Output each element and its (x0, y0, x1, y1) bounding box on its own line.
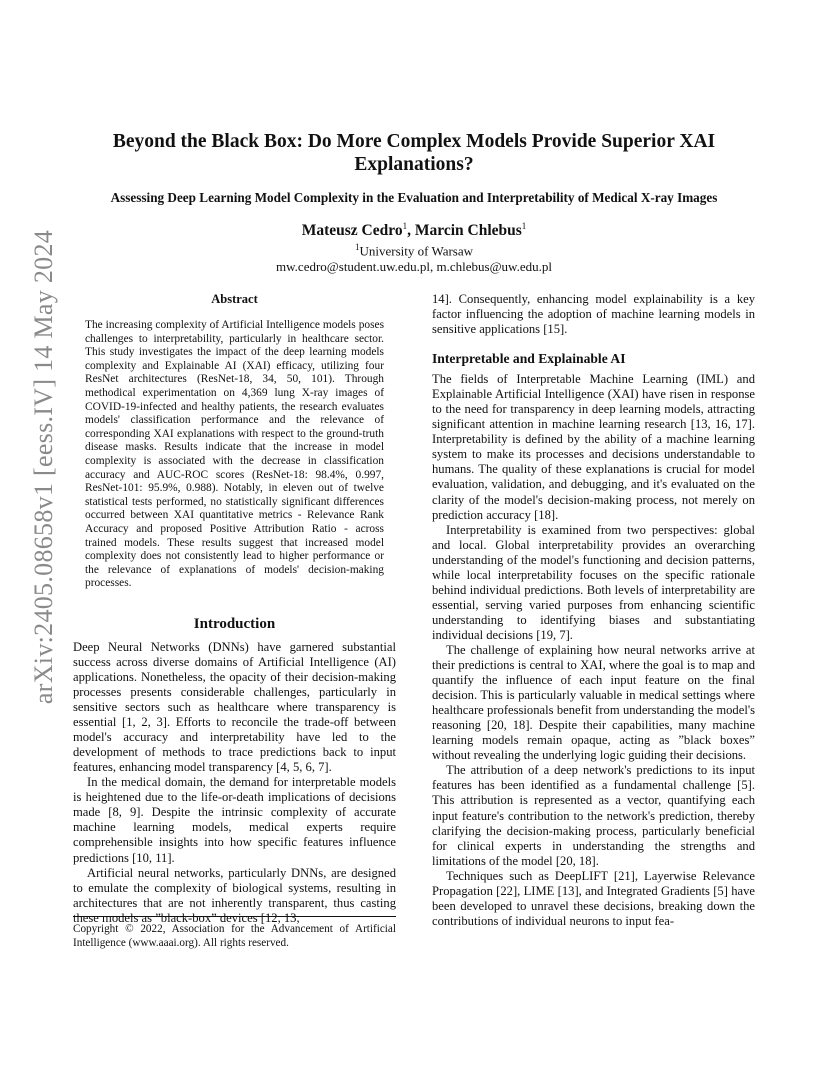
author-name: Marcin Chlebus (414, 222, 522, 240)
abstract-heading: Abstract (211, 292, 258, 306)
body-paragraph: Interpretability is examined from two perspectives: global and local. Global interpretability provides an overarching understanding of the model's functioning and decision patterns, while local interpretability focuses on the specific rationale behind individual predictions. Both levels of interpretability are essential, serving varied purposes from enhancing scientific understanding to identifying biases and substantiating individual decisions [19, 7]. (432, 522, 755, 642)
introduction-paragraph: Artificial neural networks, particularly DNNs, are designed to emulate the complexity of biological systems, resulting in architectures that are not inherently transparent, thus casting these models as ”black-box” devices [12, 13, (73, 865, 396, 925)
author-name: Mateusz Cedro (301, 222, 403, 240)
abstract-text: The increasing complexity of Artificial Intelligence models poses challenges to interpretability, particularly in healthcare sector. This study investigates the impact of the deep learning models complexity and Explainable AI (XAI) efficacy, utilizing four ResNet architectures (ResNet-18, 34, 50, 101). Through methodical experimentation on 4,369 lung X-ray images of COVID-19-infected and healthy patients, the research evaluates models' classification performance and the relevance of corresponding XAI explanations with respect to the ground-truth disease masks. Results indicate that the increase in model complexity is associated with the decrease in classification accuracy and AUC-ROC scores (ResNet-18: 98.4%, 0.997, ResNet-101: 95.9%, 0.988). Notably, in eleven out of twelve statistical tests performed, no statistically significant differences occurred between XAI quantitative metrics - Relevance Rank Accuracy and proposed Positive Attribution Ratio - across trained models. These results suggest that increased model complexity does not consistently lead to higher performance or the relevance of explanations of models' decision-making processes. (85, 319, 384, 590)
body-paragraph: The attribution of a deep network's predictions to its input features has been identified as a fundamental challenge [5]. This attribution is represented as a vector, quantifying each input feature's contribution to the network's prediction, thereby clarifying the decision-making process, particularly beneficial for clinical experts in understanding the strengths and limitations of the model [20, 18]. (432, 763, 755, 868)
copyright-notice: Copyright © 2022, Association for the Advancement of Artificial Intelligence (www.aaai.org). All rights reserved. (73, 916, 396, 950)
iml-xai-heading: Interpretable and Explainable AI (432, 351, 626, 367)
affiliation-name: University of Warsaw (359, 243, 474, 259)
author-list (90, 221, 738, 240)
continued-paragraph: 14]. Consequently, enhancing model explainability is a key factor influencing the adoption of machine learning models in sensitive applications [15]. (432, 292, 755, 337)
introduction-paragraph: In the medical domain, the demand for interpretable models is heightened due to the life-or-death implications of decisions made [8, 9]. Despite the intrinsic complexity of accurate machine learning models, medical experts require comprehensible insights into how specific features influence predictions [10, 11]. (73, 775, 396, 865)
affiliation (90, 242, 738, 259)
introduction-paragraph: Deep Neural Networks (DNNs) have garnered substantial success across diverse domains of Artificial Intelligence (AI) applications. Nonetheless, the opacity of their decision-making processes presents considerable challenges, particularly in sensitive sectors such as healthcare where transparency is essential [1, 2, 3]. Efforts to reconcile the trade-off between model's accuracy and interpretability have led to the development of methods to trace predictions back to input features, enhancing model transparency [4, 5, 6, 7]. (73, 639, 396, 775)
arxiv-identifier-text: arXiv:2405.08658v1 [eess.IV] 14 May 2024 (29, 229, 58, 705)
body-paragraph: The challenge of explaining how neural networks arrive at their predictions is central to XAI, where the goal is to map and quantify the influence of each input feature on the final decision. This is particularly valuable in medical settings where healthcare professionals benefit from understanding the model's reasoning [20, 18]. Despite their capabilities, many machine learning models remain opaque, acting as ”black boxes” without revealing the underlying logic guiding their decisions. (432, 642, 755, 763)
introduction-heading: Introduction (193, 615, 276, 632)
paper-subtitle: Assessing Deep Learning Model Complexity in the Evaluation and Interpretability of Medical X-ray Images (110, 190, 718, 205)
paper-title: Beyond the Black Box: Do More Complex Models Provide Superior XAI Explanations? (112, 131, 716, 175)
affiliation-mark: 1 (402, 221, 408, 231)
body-paragraph: Techniques such as DeepLIFT [21], Layerwise Relevance Propagation [22], LIME [13], and Integrated Gradients [5] have been developed to unravel these decisions, breaking down the contributions of individual neurons to input fea- (432, 868, 755, 928)
author-separator: , (407, 222, 415, 240)
affiliation-mark: 1 (354, 242, 360, 252)
left-column (73, 292, 396, 926)
arxiv-identifier (24, 229, 64, 705)
right-column (432, 292, 755, 929)
affiliation-mark: 1 (521, 221, 527, 231)
author-emails: mw.cedro@student.uw.edu.pl, m.chlebus@uw.edu.pl (276, 259, 552, 274)
body-paragraph: The fields of Interpretable Machine Learning (IML) and Explainable Artificial Intelligence (XAI) have risen in response to the need for transparency in deep learning models, attracting significant attention in machine learning research [13, 16, 17]. Interpretability is defined by the ability of a machine learning system to make its processes and decisions understandable to humans. The quality of these explanations is crucial for model evaluation, validation, and debugging, and it's evaluated on the clarity of the model's decision-making process, not merely on prediction accuracy [18]. (432, 372, 755, 522)
